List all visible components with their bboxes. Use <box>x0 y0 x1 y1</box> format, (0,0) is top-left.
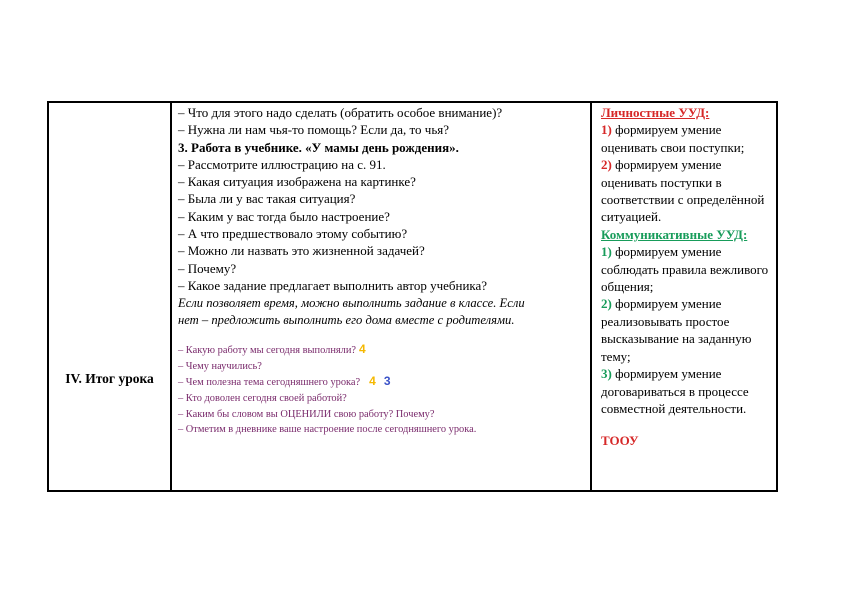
uud-item: 3) формируем умение договариваться в процессе совместной деятельности. <box>601 366 749 416</box>
stage-label: IV. Итог урока <box>65 371 154 386</box>
reflection-question: – Чем полезна тема сегодняшнего урока? 4 3 <box>178 374 391 389</box>
uud-item: 2) формируем умение реализовывать простое высказывание на заданную тему; <box>601 296 752 364</box>
dialog-line: – Нужна ли нам чья-то помощь? Если да, то чья? <box>178 122 450 138</box>
lesson-table <box>47 101 778 492</box>
dialog-line: – А что предшествовало этому событию? <box>178 226 408 242</box>
dialog-line: – Рассмотрите иллюстрацию на с. 91. <box>178 156 386 172</box>
italic-note-line: Если позволяет время, можно выполнить задание в классе. Если <box>178 296 525 311</box>
uud-item: 2) формируем умение оценивать поступки в соответствии с определённой ситуацией. <box>601 157 765 225</box>
dialog-line: – Какое задание предлагает выполнить автор учебника? <box>178 277 488 293</box>
grade-mark: 4 <box>359 342 366 357</box>
reflection-questions <box>178 342 588 438</box>
dialog-line: – Какая ситуация изображена на картинке? <box>178 174 416 190</box>
italic-note <box>178 295 588 328</box>
reflection-question: – Кто доволен сегодня своей работой? <box>178 393 347 405</box>
task-heading: 3. Работа в учебнике. «У мамы день рождения». <box>178 139 459 155</box>
personal-uud-title: Личностные УУД: <box>601 105 710 120</box>
teacher-activity-column <box>178 104 588 438</box>
reflection-question: – Какую работу мы сегодня выполняли? 4 <box>178 342 366 357</box>
communicative-uud-title: Коммуникативные УУД: <box>601 226 748 242</box>
dialog-line: – Что для этого надо сделать (обратить особое внимание)? <box>178 105 503 120</box>
dialog-line: – Каким у вас тогда было настроение? <box>178 208 390 224</box>
column-divider <box>590 103 592 490</box>
grade-mark: 3 <box>383 374 391 389</box>
dialog-line: – Почему? <box>178 260 237 276</box>
dialog-line: – Была ли у вас такая ситуация? <box>178 191 356 207</box>
column-divider <box>170 103 172 490</box>
italic-note-line: нет – предложить выполнить его дома вместе с родителями. <box>178 312 515 327</box>
uud-column <box>601 104 777 449</box>
reflection-question: – Чему научились? <box>178 360 262 372</box>
uud-item: 1) формируем умение оценивать свои поступки; <box>601 122 745 155</box>
grade-mark: 4 <box>369 374 376 389</box>
reflection-question: – Отметим в дневнике ваше настроение после сегодняшнего урока. <box>178 424 477 436</box>
uud-item: 1) формируем умение соблюдать правила вежливого общения; <box>601 244 769 295</box>
dialog-line: – Можно ли назвать это жизненной задачей? <box>178 243 425 259</box>
toou-label: ТООУ <box>601 433 639 449</box>
reflection-question: – Каким бы словом вы ОЦЕНИЛИ свою работу? Почему? <box>178 408 435 420</box>
